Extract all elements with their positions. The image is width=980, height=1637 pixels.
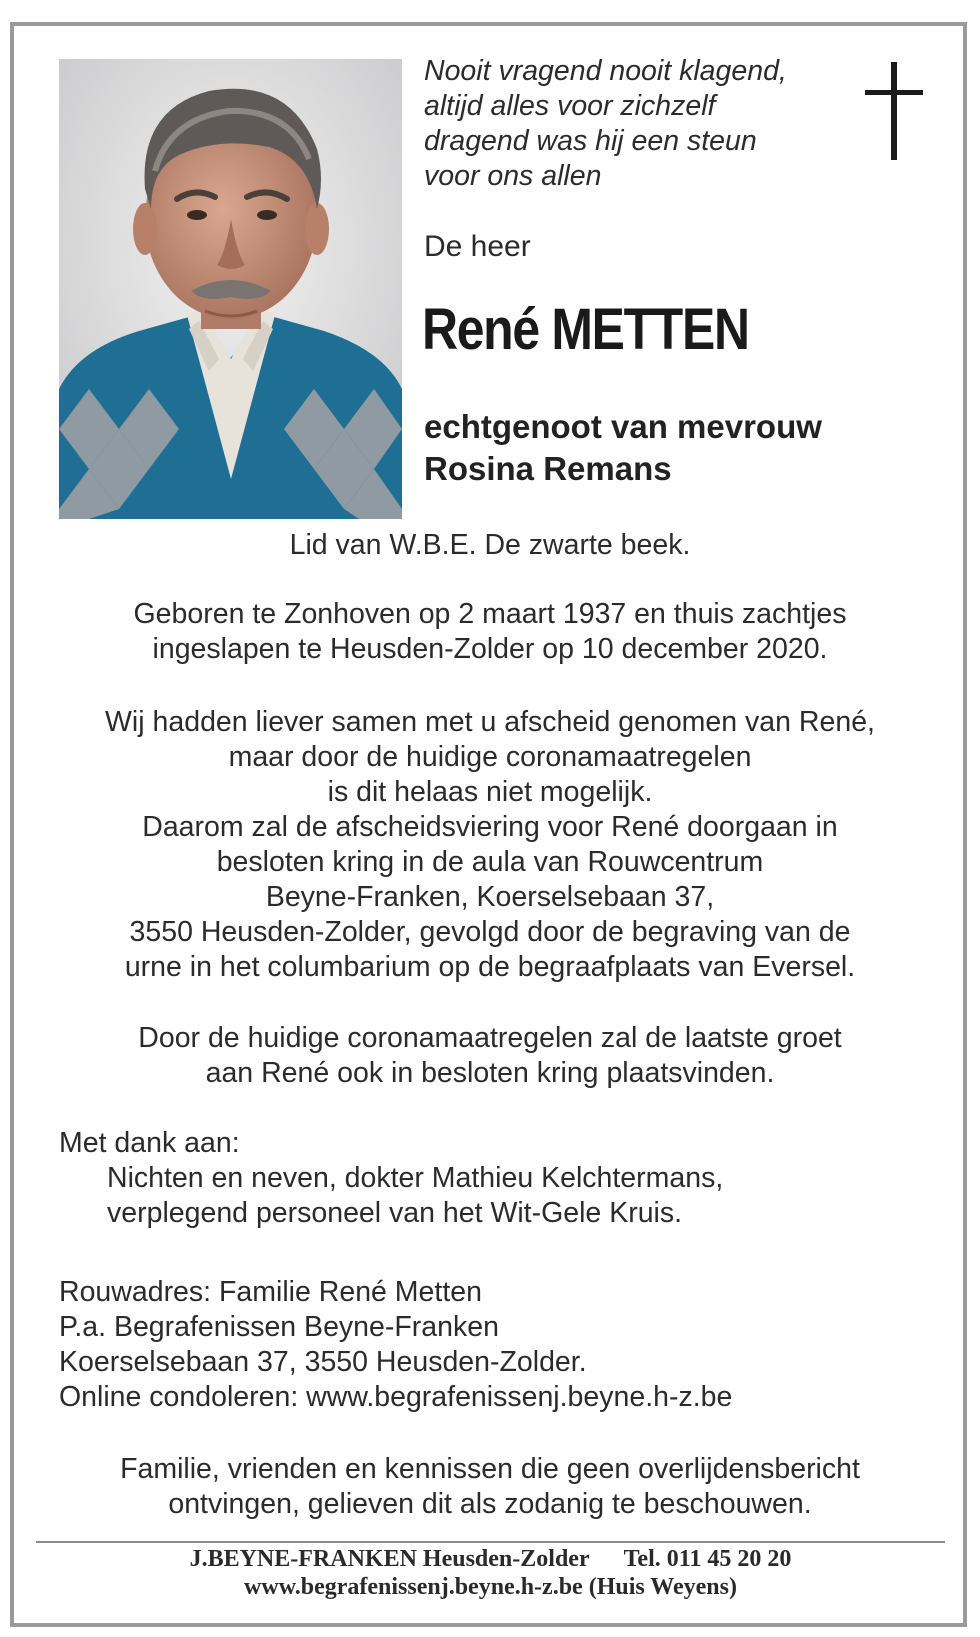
mourning-address — [59, 1275, 732, 1415]
text-line: ontvingen, gelieven dit als zodanig te beschouwen. — [168, 1488, 812, 1520]
funeral-home-phone: Tel. 011 45 20 20 — [623, 1546, 792, 1572]
thanks-line: verplegend personeel van het Wit-Gele Kruis. — [107, 1197, 683, 1229]
text-line: maar door de huidige coronamaatregelen — [228, 741, 752, 773]
text-line: aan René ook in besloten kring plaatsvinden. — [205, 1057, 775, 1089]
membership — [40, 528, 940, 563]
last-greeting-paragraph — [40, 1021, 940, 1091]
text-line: Door de huidige coronamaatregelen zal de laatste groet — [138, 1022, 842, 1054]
portrait-photo — [59, 59, 402, 519]
text-line: besloten kring in de aula van Rouwcentrum — [216, 846, 764, 878]
text-line: Beyne-Franken, Koerselsebaan 37, — [265, 881, 715, 913]
text-line: Geboren te Zonhoven op 2 maart 1937 en thuis zachtjes — [133, 598, 847, 630]
thanks-section — [59, 1126, 723, 1231]
address-line: Koerselsebaan 37, 3550 Heusden-Zolder. — [59, 1346, 587, 1378]
deceased-name: René METTEN — [422, 297, 749, 362]
cross-icon — [865, 62, 923, 160]
text-line: Familie, vrienden en kennissen die geen overlijdensbericht — [120, 1453, 860, 1485]
funeral-home-name: J.BEYNE-FRANKEN Heusden-Zolder — [189, 1546, 590, 1572]
notice-paragraph — [40, 1452, 940, 1522]
farewell-paragraph — [40, 705, 940, 985]
text-line: Daarom zal de afscheidsviering voor René doorgaan in — [142, 811, 838, 843]
text-line: Wij hadden liever samen met u afscheid genomen van René, — [105, 706, 875, 738]
funeral-home-website — [36, 1574, 945, 1601]
funeral-home-contact — [36, 1546, 945, 1573]
spouse-line: echtgenoot van mevrouw — [424, 408, 822, 445]
spouse-info — [424, 406, 822, 490]
text-line: urne in het columbarium op de begraafplaats van Eversel. — [124, 951, 856, 983]
address-line: P.a. Begrafenissen Beyne-Franken — [59, 1311, 499, 1343]
verse-line: altijd alles voor zichzelf — [424, 90, 716, 122]
text-line: ingeslapen te Heusden-Zolder op 10 december 2020. — [152, 633, 828, 665]
thanks-heading: Met dank aan: — [59, 1127, 240, 1159]
memorial-verse — [424, 54, 854, 194]
website-text: www.begrafenissenj.beyne.h-z.be (Huis Weyens) — [244, 1574, 737, 1600]
verse-line: Nooit vragend nooit klagend, — [424, 55, 787, 87]
text-line: is dit helaas niet mogelijk. — [327, 776, 653, 808]
thanks-line: Nichten en neven, dokter Mathieu Kelchtermans, — [107, 1162, 724, 1194]
address-line: Online condoleren: www.begrafenissenj.beyne.h-z.be — [59, 1381, 733, 1413]
birth-death-paragraph — [40, 597, 940, 667]
spouse-line: Rosina Remans — [424, 450, 672, 487]
membership-line: Lid van W.B.E. De zwarte beek. — [289, 529, 691, 561]
title-prefix: De heer — [424, 230, 531, 263]
verse-line: dragend was hij een steun — [424, 125, 757, 157]
footer-divider — [36, 1541, 945, 1543]
verse-line: voor ons allen — [424, 160, 602, 192]
text-line: 3550 Heusden-Zolder, gevolgd door de begraving van de — [129, 916, 851, 948]
address-line: Rouwadres: Familie René Metten — [59, 1276, 482, 1308]
